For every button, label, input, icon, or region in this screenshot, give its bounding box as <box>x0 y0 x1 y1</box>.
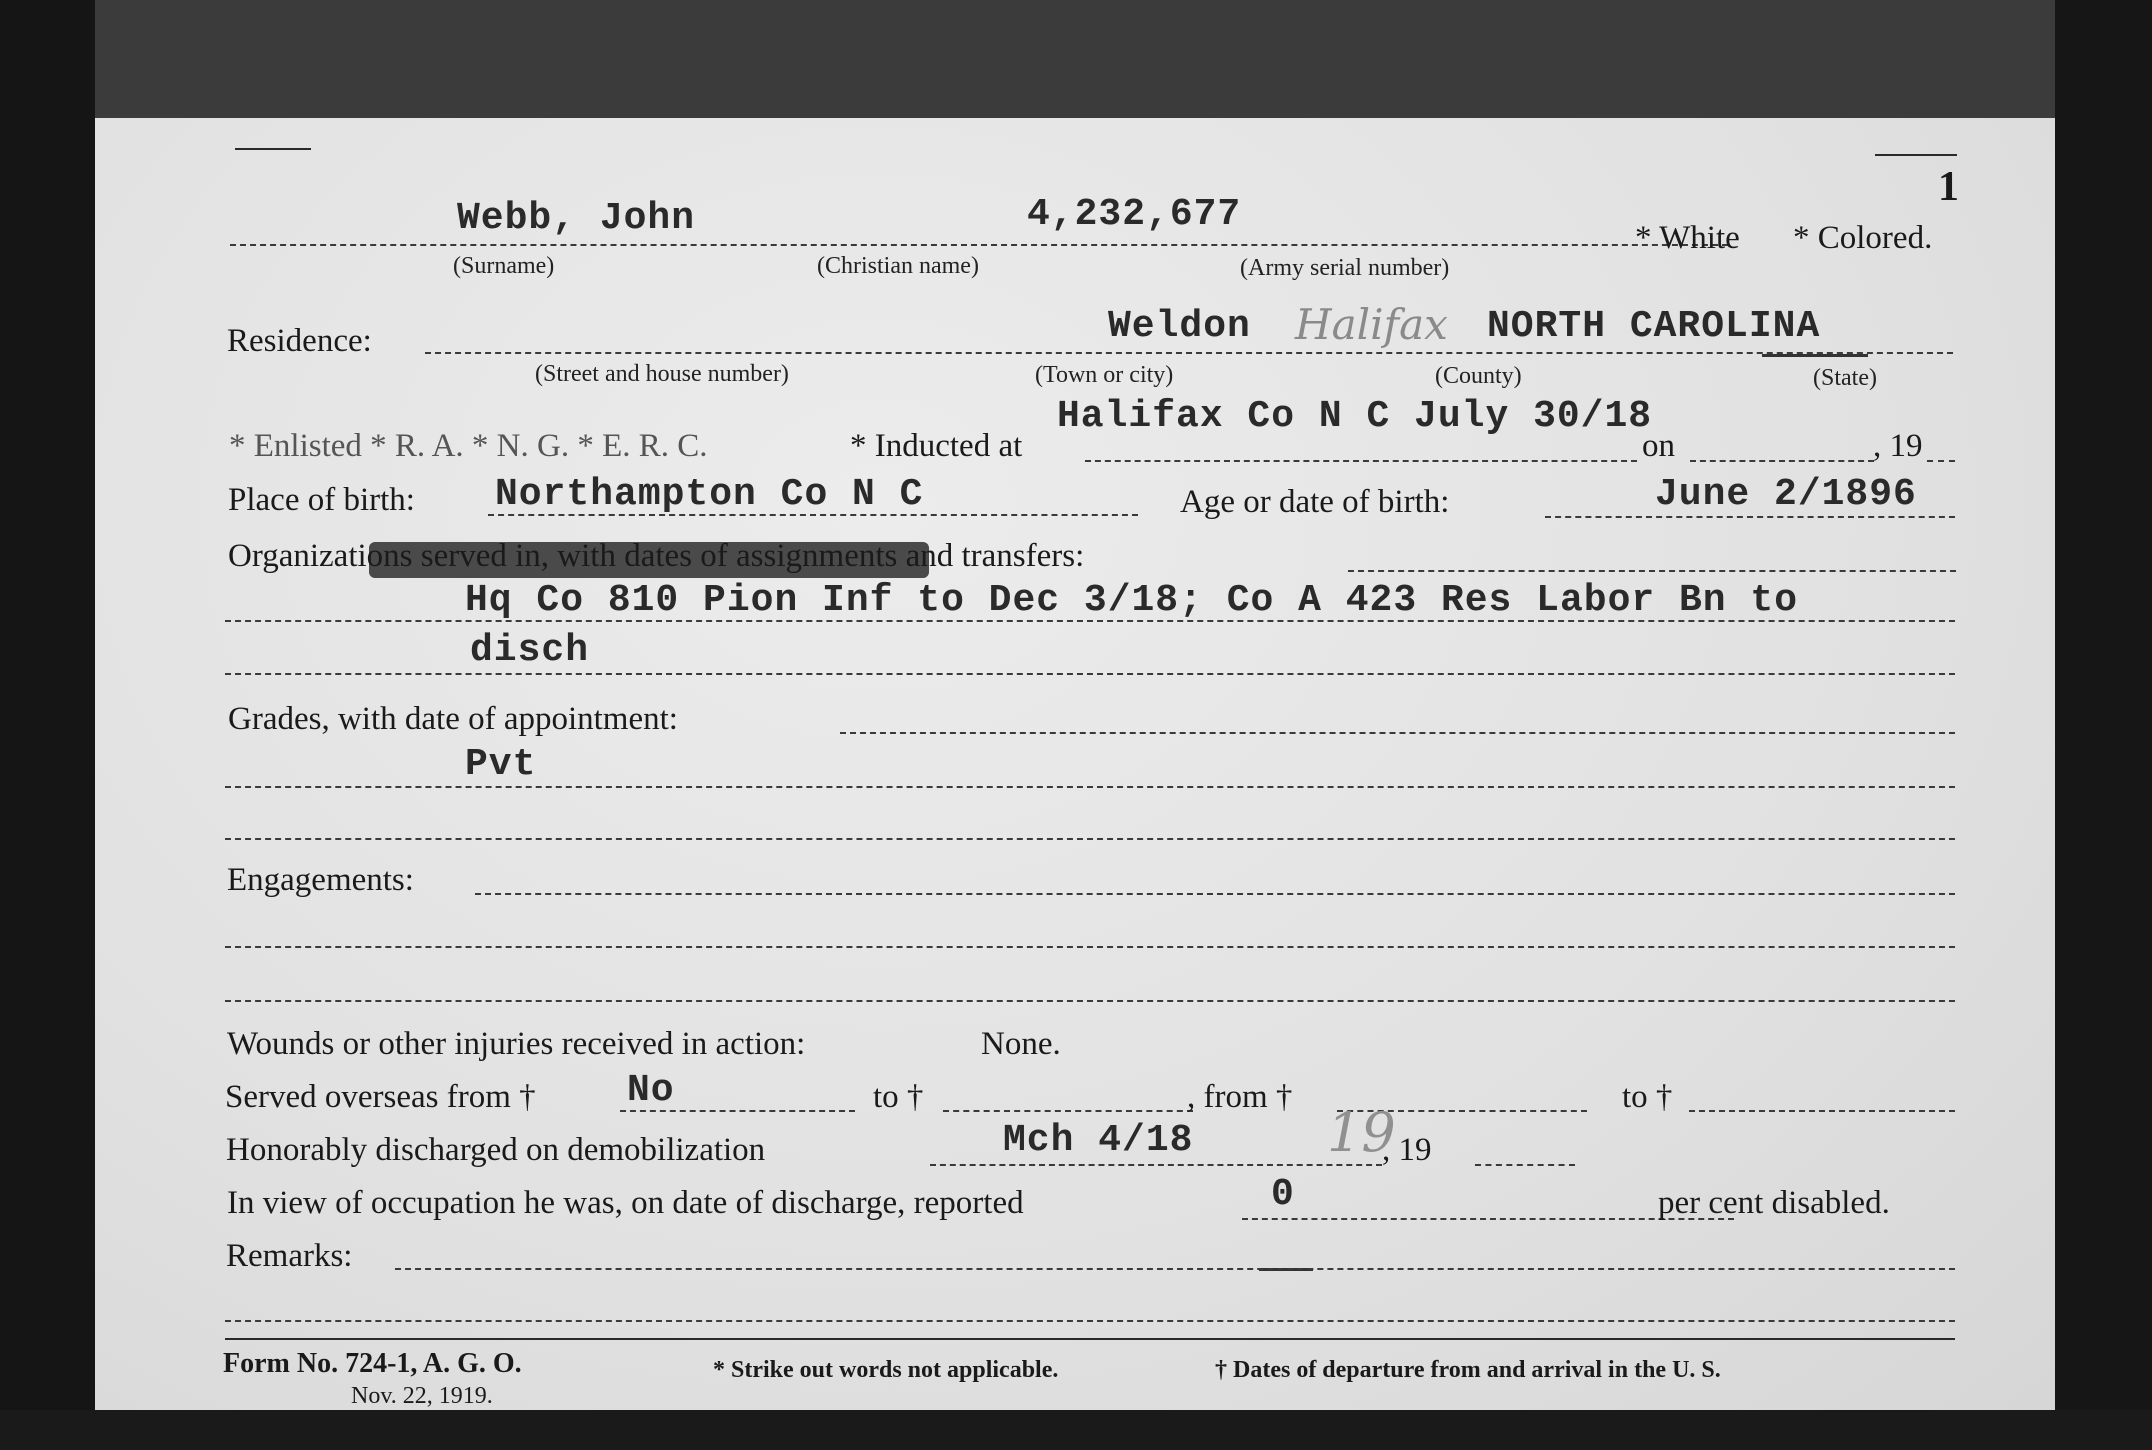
disability-value: 0 <box>1271 1173 1295 1216</box>
form-number: Form No. 724-1, A. G. O. <box>223 1348 522 1379</box>
disability-suffix: per cent disabled. <box>1658 1185 1890 1221</box>
overseas-to-line-1 <box>943 1110 1193 1112</box>
grades-label: Grades, with date of appointment: <box>228 701 678 737</box>
engagements-label: Engagements: <box>227 862 414 898</box>
inducted-at-value: Halifax Co N C July 30/18 <box>1057 395 1653 438</box>
overseas-to-line-2 <box>1689 1110 1955 1112</box>
discharge-year-handwritten: 19 <box>1327 1101 1396 1164</box>
place-of-birth-label: Place of birth: <box>228 482 415 518</box>
organizations-rule-1 <box>225 620 1955 622</box>
scan-top-border <box>0 0 2152 118</box>
strike-out-note: * Strike out words not applicable. <box>713 1357 1059 1383</box>
serial-number-caption: (Army serial number) <box>1240 255 1450 281</box>
county-caption: (County) <box>1435 363 1522 389</box>
remarks-label: Remarks: <box>226 1238 353 1274</box>
residence-line <box>425 352 1953 354</box>
grades-label-line <box>840 732 1955 734</box>
organizations-line-1: Hq Co 810 Pion Inf to Dec 3/18; Co A 423 Res Labor Bn to <box>465 579 1799 622</box>
grades-rule-2 <box>225 838 1955 840</box>
residence-county-handwritten: Halifax <box>1295 300 1448 349</box>
discharge-year-line <box>1475 1164 1575 1166</box>
discharge-line <box>930 1164 1382 1166</box>
card-number: 1 <box>1938 164 1959 210</box>
scan-left-border <box>0 0 95 1450</box>
discharge-year-label: , 19 <box>1382 1132 1432 1168</box>
residence-town-value: Weldon <box>1108 305 1251 348</box>
dates-note: † Dates of departure from and arrival in the U. S. <box>1215 1357 1721 1383</box>
service-record-card <box>95 118 2055 1410</box>
strike-white <box>1762 354 1868 357</box>
remarks-rule-1 <box>395 1268 1955 1270</box>
town-caption: (Town or city) <box>1035 362 1174 388</box>
inducted-on-line <box>1690 460 1874 462</box>
overseas-from-value: No <box>627 1069 675 1112</box>
discharge-date-typed: Mch 4/18 <box>1003 1119 1194 1162</box>
engagements-rule-3 <box>225 1000 1955 1002</box>
residence-state-value: NORTH CAROLINA <box>1487 305 1821 348</box>
race-colored-option: * Colored. <box>1793 220 1933 256</box>
overseas-from-line <box>620 1110 855 1112</box>
scan-right-border <box>2055 0 2152 1450</box>
place-of-birth-line <box>488 514 1138 516</box>
inducted-line <box>1085 460 1637 462</box>
organizations-rule-2 <box>225 673 1955 675</box>
discharge-label: Honorably discharged on demobilization <box>226 1132 766 1168</box>
engagements-rule-2 <box>225 946 1955 948</box>
organizations-line-2: disch <box>470 629 590 672</box>
footer-rule <box>225 1338 1955 1340</box>
christian-name-caption: (Christian name) <box>817 253 979 279</box>
state-caption: (State) <box>1813 365 1877 391</box>
age-value: June 2/1896 <box>1655 473 1917 516</box>
residence-label: Residence: <box>227 323 372 359</box>
overseas-to-label-1: to † <box>873 1079 924 1115</box>
remarks-rule-2 <box>225 1320 1955 1322</box>
form-date: Nov. 22, 1919. <box>351 1383 493 1409</box>
surname-value: Webb, John <box>457 197 696 240</box>
scan-bottom-border <box>0 1410 2152 1450</box>
grades-rule-1 <box>225 786 1955 788</box>
inducted-year-label: , 19 <box>1873 428 1923 464</box>
inducted-on-label: on <box>1642 428 1675 464</box>
age-label: Age or date of birth: <box>1180 484 1450 520</box>
place-of-birth-value: Northampton Co N C <box>495 473 924 516</box>
organizations-label: Organizations served in, with dates of assignments and transfers: <box>228 538 1085 574</box>
name-line <box>230 244 1728 246</box>
engagements-rule-1 <box>475 893 1955 895</box>
inducted-at-label: * Inducted at <box>850 428 1023 464</box>
top-left-rule <box>235 148 311 150</box>
organizations-label-line <box>1348 570 1956 572</box>
top-right-rule <box>1875 154 1957 156</box>
overseas-from-label-2: , from † <box>1187 1079 1293 1115</box>
overseas-from-label: Served overseas from † <box>225 1079 536 1115</box>
age-line <box>1545 516 1955 518</box>
surname-caption: (Surname) <box>453 253 555 279</box>
race-white-option: * White <box>1635 220 1740 256</box>
enlistment-options: * Enlisted * R. A. * N. G. * E. R. C. <box>229 428 708 464</box>
serial-number-value: 4,232,677 <box>1027 193 1242 236</box>
inducted-year-line <box>1927 460 1955 462</box>
wounds-label: Wounds or other injuries received in action: <box>227 1026 806 1062</box>
grades-value: Pvt <box>465 743 537 786</box>
disability-label: In view of occupation he was, on date of discharge, reported <box>227 1185 1024 1221</box>
street-caption: (Street and house number) <box>535 361 789 387</box>
wounds-value: None. <box>981 1026 1061 1062</box>
overseas-to-label-2: to † <box>1622 1079 1673 1115</box>
